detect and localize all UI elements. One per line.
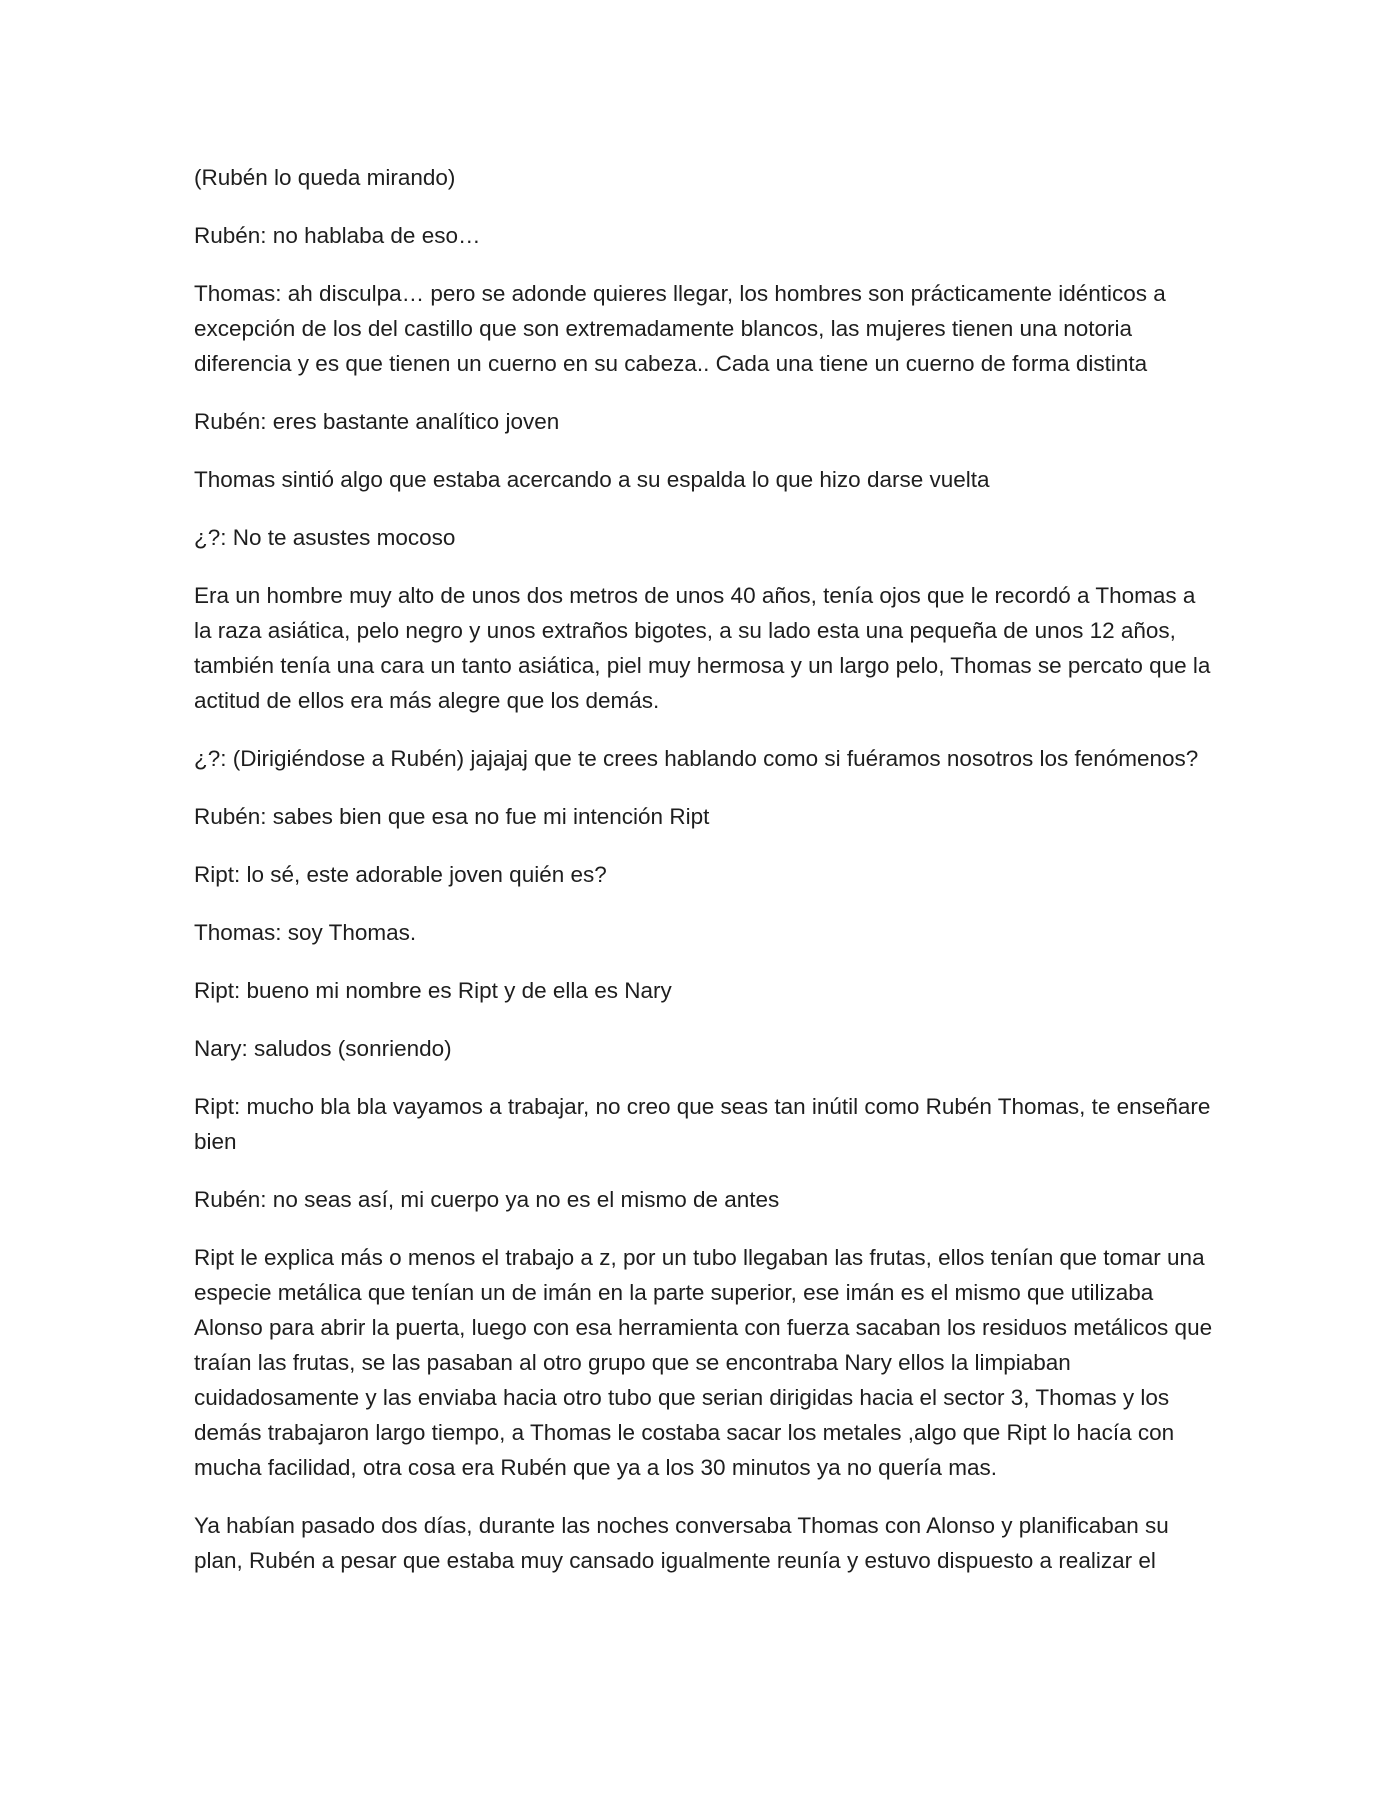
- paragraph-stage-direction: (Rubén lo queda mirando): [194, 165, 456, 190]
- paragraph-dialogue: Nary: saludos (sonriendo): [194, 1036, 452, 1061]
- paragraph-dialogue: Rubén: no seas así, mi cuerpo ya no es el mismo de antes: [194, 1187, 780, 1212]
- paragraph-narration: Ript le explica más o menos el trabajo a z, por un tubo llegaban las frutas, ellos tenían que tomar una especie metálica que tenían un de imán en la parte superior, ese imán es el mismo que utilizaba Alonso para abrir la puerta, luego con esa herramienta con fuerza sacaban los residuos metálicos que traían las frutas, se las pasaban al otro grupo que se encontraba Nary ellos la limpiaban cuidadosamente y las enviaba hacia otro tubo que serian dirigidas hacia el sector 3, Thomas y los demás trabajaron largo tiempo, a Thomas le costaba sacar los metales ,algo que Ript lo hacía con mucha facilidad, otra cosa era Rubén que ya a los 30 minutos ya no quería mas.: [194, 1245, 1213, 1480]
- document-body: [194, 160, 1214, 1601]
- paragraph-dialogue: ¿?: No te asustes mocoso: [194, 525, 456, 550]
- paragraph-narration: Era un hombre muy alto de unos dos metros de unos 40 años, tenía ojos que le recordó a Thomas a la raza asiática, pelo negro y unos extraños bigotes, a su lado esta una pequeña de unos 12 años, también tenía una cara un tanto asiática, piel muy hermosa y un largo pelo, Thomas se percato que la actitud de ellos era más alegre que los demás.: [194, 583, 1211, 713]
- paragraph-dialogue: Ript: bueno mi nombre es Ript y de ella es Nary: [194, 978, 672, 1003]
- paragraph-dialogue: Thomas: ah disculpa… pero se adonde quieres llegar, los hombres son prácticamente idénticos a excepción de los del castillo que son extremadamente blancos, las mujeres tienen una notoria diferencia y es que tienen un cuerno en su cabeza.. Cada una tiene un cuerno de forma distinta: [194, 281, 1166, 376]
- paragraph-dialogue: Thomas: soy Thomas.: [194, 920, 417, 945]
- paragraph-narration: Thomas sintió algo que estaba acercando a su espalda lo que hizo darse vuelta: [194, 467, 990, 492]
- paragraph-dialogue: Ript: mucho bla bla vayamos a trabajar, no creo que seas tan inútil como Rubén Thomas, te enseñare bien: [194, 1094, 1211, 1154]
- paragraph-dialogue: ¿?: (Dirigiéndose a Rubén) jajajaj que te crees hablando como si fuéramos nosotros los fenómenos?: [194, 746, 1199, 771]
- paragraph-dialogue: Rubén: no hablaba de eso…: [194, 223, 481, 248]
- paragraph-dialogue: Ript: lo sé, este adorable joven quién es?: [194, 862, 607, 887]
- paragraph-dialogue: Rubén: sabes bien que esa no fue mi intención Ript: [194, 804, 710, 829]
- paragraph-dialogue: Rubén: eres bastante analítico joven: [194, 409, 560, 434]
- paragraph-narration: Ya habían pasado dos días, durante las noches conversaba Thomas con Alonso y planificaban su plan, Rubén a pesar que estaba muy cansado igualmente reunía y estuvo dispuesto a realizar el: [194, 1513, 1169, 1573]
